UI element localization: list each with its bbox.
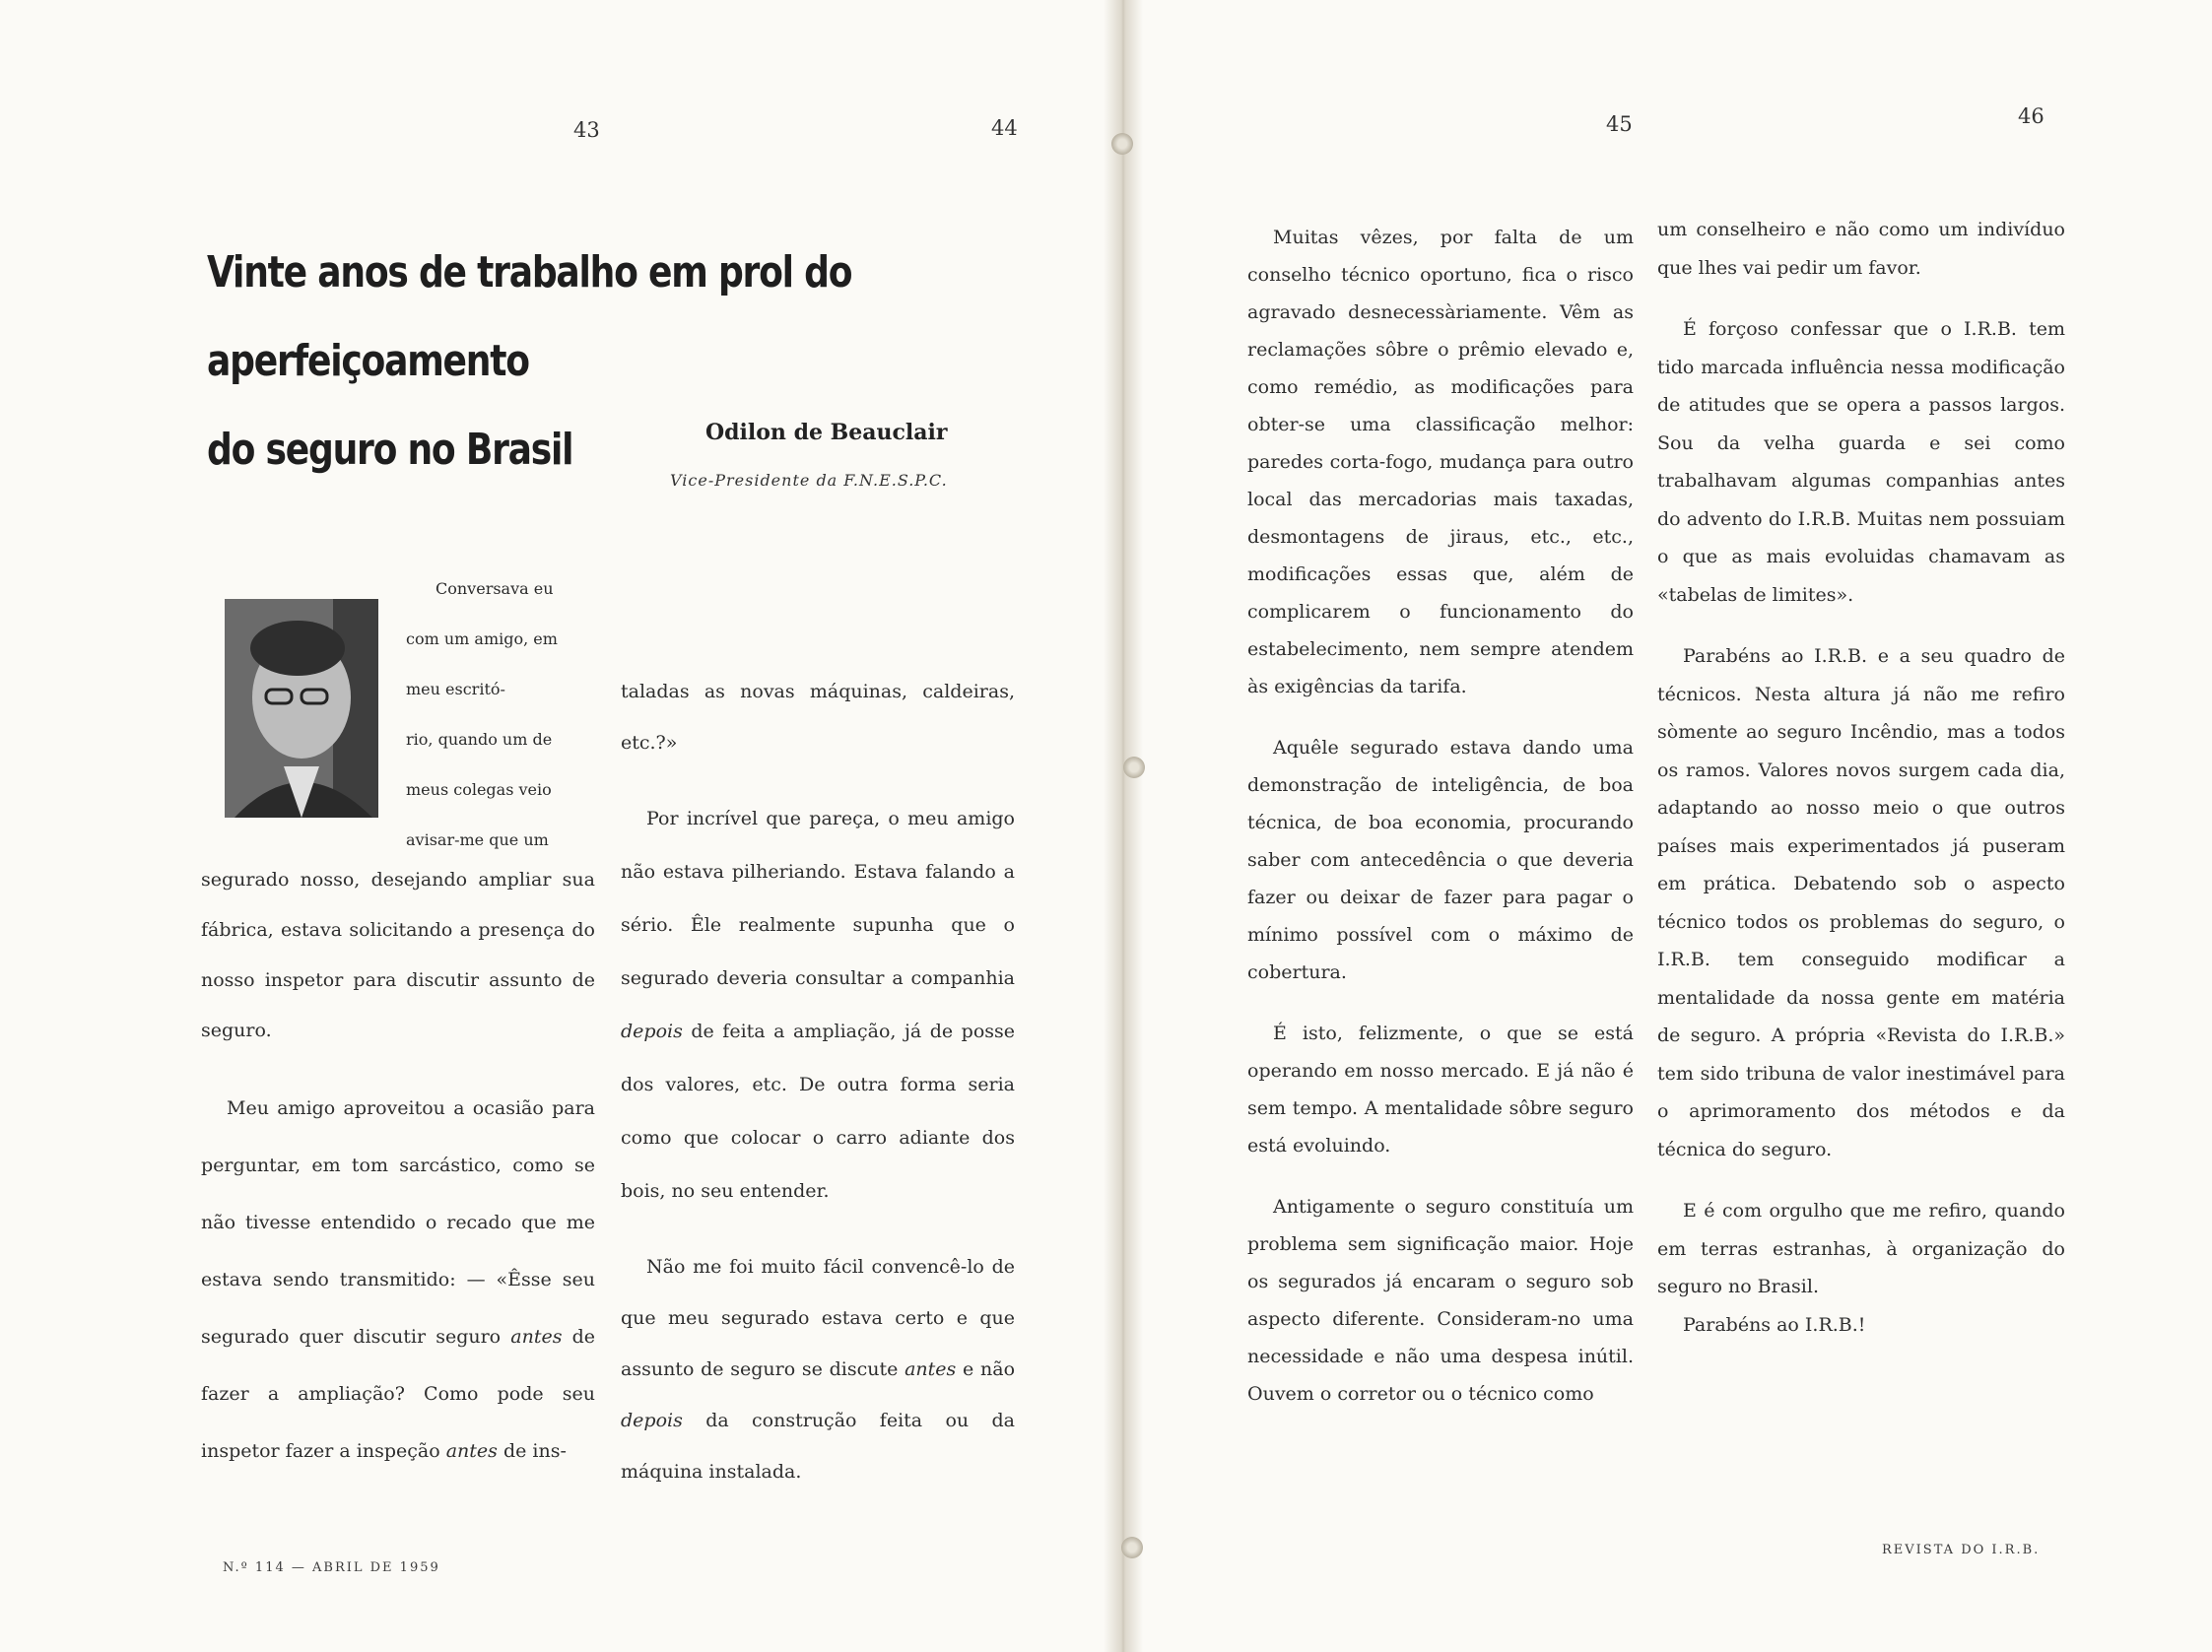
wrap-line: avisar-me que um: [406, 830, 549, 849]
page-number-44: 44: [991, 116, 1018, 140]
paragraph: E é com orgulho que me refiro, quando em terras estranhas, à organização do seguro no Brasil.: [1657, 1200, 2065, 1297]
column-2: [621, 666, 1015, 1497]
paragraph: taladas as novas máquinas, caldeiras, etc.?»: [621, 681, 1015, 754]
wrap-line: meus colegas veio: [406, 780, 552, 799]
author-role: Vice-Presidente da F.N.E.S.P.C.: [670, 471, 948, 490]
emphasis: antes: [445, 1440, 498, 1462]
column-1-wrap-text: [406, 563, 593, 865]
emphasis: depois: [621, 1410, 683, 1431]
paragraph: Aquêle segurado estava dando uma demonstração de inteligência, de boa técnica, de boa economia, procurando saber com antecedência o que deveria fazer ou deixar de fazer para pagar o mínimo possível com o máximo de cobertura.: [1247, 737, 1634, 983]
text-run: de ins-: [497, 1440, 567, 1462]
article-title: [207, 229, 853, 495]
paragraph: É isto, felizmente, o que se está operando em nosso mercado. E já não é sem tempo. A mentalidade sôbre seguro está evoluindo.: [1247, 1023, 1634, 1156]
article-author: Odilon de Beauclair: [705, 420, 948, 445]
binder-hole-middle: [1123, 757, 1145, 778]
paragraph: um conselheiro e não como um indivíduo que lhes vai pedir um favor.: [1657, 219, 2065, 279]
column-4: [1657, 211, 2065, 1344]
text-run: Não me foi muito fácil convencê-lo de que meu segurado estava certo e que assunto de seguro se discute: [621, 1256, 1015, 1380]
paragraph: Antigamente o seguro constituía um problema sem significação maior. Hoje os segurados já encaram o seguro sob aspecto diferente. Consideram-no uma necessidade e não uma despesa inútil. Ouvem o corretor ou o técnico como: [1247, 1196, 1634, 1405]
text-run: Por incrível que pareça, o meu amigo não estava pilheriando. Estava falando a sério. Êle realmente supunha que o segurado deveria consultar a companhia: [621, 808, 1015, 989]
paragraph: É forçoso confessar que o I.R.B. tem tido marcada influência nessa modificação de atitudes que se opera a passos largos. Sou da velha guarda e sei como trabalhavam algumas companhias antes do advento do I.R.B. Muitas nem possuiam o que as mais evoluidas chamavam as «tabelas de limites».: [1657, 318, 2065, 606]
wrap-line: meu escritó-: [406, 680, 505, 698]
binding-gutter: [1104, 0, 1143, 1652]
wrap-line: com um amigo, em: [406, 629, 558, 648]
emphasis: antes: [905, 1358, 957, 1380]
paragraph: [201, 1080, 595, 1480]
paragraph: segurado nosso, desejando ampliar sua fábrica, estava solicitando a presença do nosso inspetor para discutir assunto de seguro.: [201, 869, 595, 1041]
paragraph: [621, 792, 1015, 1218]
text-run: da construção feita ou da máquina instalada.: [621, 1410, 1015, 1483]
text-run: e não: [956, 1358, 1016, 1380]
article-title-line-2: do seguro no Brasil: [207, 425, 573, 475]
paragraph: Parabéns ao I.R.B.!: [1683, 1313, 1866, 1336]
column-1: [201, 855, 595, 1480]
article-title-line-1: Vinte anos de trabalho em prol do aperfeiçoamento: [207, 247, 852, 386]
paragraph: [621, 1241, 1015, 1497]
binder-hole-bottom: [1121, 1537, 1143, 1558]
paragraph: Parabéns ao I.R.B. e a seu quadro de técnicos. Nesta altura já não me refiro sòmente ao seguro Incêndio, mas a todos os ramos. Valores novos surgem cada dia, adaptando ao nosso meio o que outros países mais experimentados já puseram em prática. Debatendo sob o aspecto técnico todos os problemas do seguro, o I.R.B. tem conseguido modificar a mentalidade da nossa gente em matéria de seguro. A própria «Revista do I.R.B.» tem sido tribuna de valor inestimável para o aprimoramento dos métodos e da técnica do seguro.: [1657, 645, 2065, 1160]
text-run: de fazer a ampliação? Como pode seu inspetor fazer a inspeção: [201, 1326, 595, 1462]
emphasis: depois: [621, 1021, 683, 1042]
footer-issue: N.º 114 — ABRIL DE 1959: [223, 1560, 440, 1575]
page-number-45: 45: [1606, 112, 1633, 136]
text-run: de feita a ampliação, já de posse dos valores, etc. De outra forma seria como que colocar o carro adiante dos bois, no seu entender.: [621, 1021, 1015, 1202]
wrap-line: rio, quando um de: [406, 730, 553, 749]
emphasis: antes: [510, 1326, 563, 1348]
column-3: [1247, 219, 1634, 1413]
page-number-43: 43: [573, 118, 600, 142]
wrap-line: Conversava eu: [436, 579, 554, 598]
binder-hole-top: [1111, 133, 1133, 155]
footer-magazine-name: REVISTA DO I.R.B.: [1882, 1543, 2041, 1557]
paragraph: Muitas vêzes, por falta de um conselho técnico oportuno, fica o risco agravado desnecessàriamente. Vêm as reclamações sôbre o prêmio elevado e, como remédio, as modificações para obter-se uma classificação melhor: paredes corta-fogo, mudança para outro local das mercadorias mais taxadas, desmontagens de jiraus, etc., etc., modificações essas que, além de complicarem o funcionamento do estabelecimento, nem sempre atendem às exigências da tarifa.: [1247, 227, 1634, 697]
author-portrait-photo: [225, 599, 378, 818]
page-number-46: 46: [2018, 104, 2044, 128]
text-run: Meu amigo aproveitou a ocasião para perguntar, em tom sarcástico, como se não tivesse entendido o recado que me estava sendo transmitido: — «Êsse seu segurado quer discutir seguro: [201, 1097, 595, 1348]
